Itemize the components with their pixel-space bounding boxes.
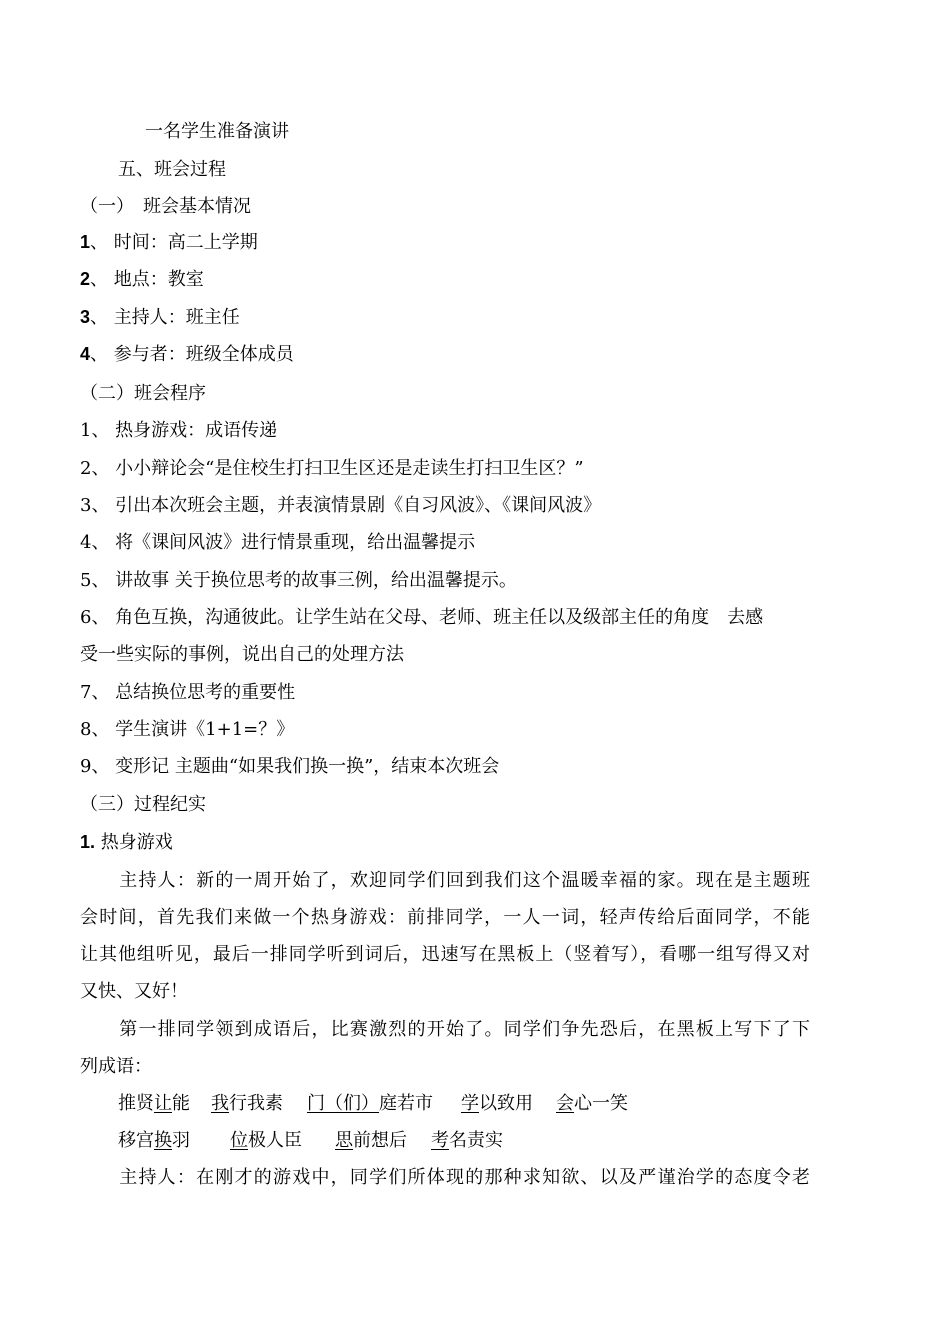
paragraph-line: 会时间，首先我们来做一个热身游戏：前排同学，一人一词，轻声传给后面同学，不能 [80, 907, 810, 928]
host-paragraph-2 [80, 1159, 810, 1196]
program-item-3: 3、 引出本次班会主题，并表演情景剧《自习风波》、《课间风波》 [80, 495, 602, 516]
program-item-7: 7、 总结换位思考的重要性 [80, 682, 296, 703]
underlined-character: 考 [431, 1130, 449, 1151]
program-item-2: 2、 小小辩论会“是住校生打扫卫生区还是走读生打扫卫生区？” [80, 458, 584, 479]
program-item-8: 8、 学生演讲《1+1=？》 [80, 719, 295, 740]
paragraph-line: 第一排同学领到成语后，比赛激烈的开始了。同学们争先恐后，在黑板上写下了下 [118, 1019, 810, 1040]
underlined-character: 学 [461, 1093, 479, 1114]
basic-item-2 [80, 268, 810, 291]
program-heading: （二）班会程序 [80, 383, 206, 404]
program-item-1: 1、 热身游戏：成语传递 [80, 420, 278, 441]
underlined-character: 位 [230, 1130, 248, 1151]
record-heading: （三）过程纪实 [80, 794, 206, 815]
paragraph-line: 主持人：新的一周开始了，欢迎同学们回到我们这个温暖幸福的家。现在是主题班 [118, 870, 810, 891]
paragraph-line: 让其他组听见，最后一排同学听到词后，迅速写在黑板上（竖着写），看哪一组写得又对 [80, 944, 810, 965]
paragraph-line: 列成语： [80, 1056, 152, 1077]
basic-info-heading: （一） 班会基本情况 [80, 196, 251, 217]
basic-item-1 [80, 231, 810, 254]
subheading-title: 热身游戏 [95, 832, 173, 853]
underlined-character: 门（们） [307, 1093, 379, 1114]
paragraph-line: 主持人：在刚才的游戏中，同学们所体现的那种求知欲、以及严谨治学的态度令老 [118, 1167, 810, 1188]
idiom: 考名责实 [431, 1130, 503, 1151]
underlined-character: 思 [335, 1130, 353, 1151]
item-number: 2 [80, 269, 91, 289]
idiom: 会心一笑 [556, 1093, 628, 1114]
subheading-number: 1. [80, 832, 96, 852]
program-item-9: 9、 变形记 主题曲“如果我们换一换”，结束本次班会 [80, 756, 500, 777]
idiom: 推贤让能 [118, 1093, 190, 1114]
idiom: 门（们）庭若市 [307, 1093, 433, 1114]
idiom: 学以致用 [461, 1093, 533, 1114]
program-item-4: 4、 将《课间风波》进行情景重现，给出温馨提示 [80, 532, 476, 553]
item-number: 4 [80, 344, 91, 364]
basic-item-3 [80, 306, 810, 329]
paragraph-line: 又快、又好！ [80, 981, 188, 1002]
basic-item-4 [80, 343, 810, 366]
program-item-5: 5、 讲故事 关于换位思考的故事三例，给出温馨提示。 [80, 570, 517, 591]
warmup-subheading [80, 831, 810, 854]
item-text: 、 时间：高二上学期 [90, 232, 258, 253]
item-number: 3 [80, 307, 91, 327]
idiom: 移宫换羽 [118, 1130, 190, 1151]
program-item-6: 6、 角色互换，沟通彼此。让学生站在父母、老师、班主任以及级部主任的角度 去感 [80, 607, 764, 628]
item-number: 1 [80, 232, 91, 252]
item-text: 、 主持人：班主任 [90, 307, 240, 328]
item-text: 、 参与者：班级全体成员 [90, 344, 294, 365]
underlined-character: 我 [211, 1093, 229, 1114]
item-text: 、 地点：教室 [90, 269, 204, 290]
program-item-6-continued: 受一些实际的事例，说出自己的处理方法 [80, 644, 404, 665]
underlined-character: 换 [154, 1130, 172, 1151]
competition-paragraph [80, 1011, 810, 1085]
prep-line: 一名学生准备演讲 [145, 121, 289, 142]
idiom: 我行我素 [211, 1093, 283, 1114]
section-five-heading: 五、班会过程 [118, 159, 226, 180]
underlined-character: 让 [154, 1093, 172, 1114]
idiom: 位极人臣 [230, 1130, 302, 1151]
host-paragraph-1 [80, 862, 810, 1010]
underlined-character: 会 [556, 1093, 574, 1114]
idiom: 思前想后 [335, 1130, 407, 1151]
